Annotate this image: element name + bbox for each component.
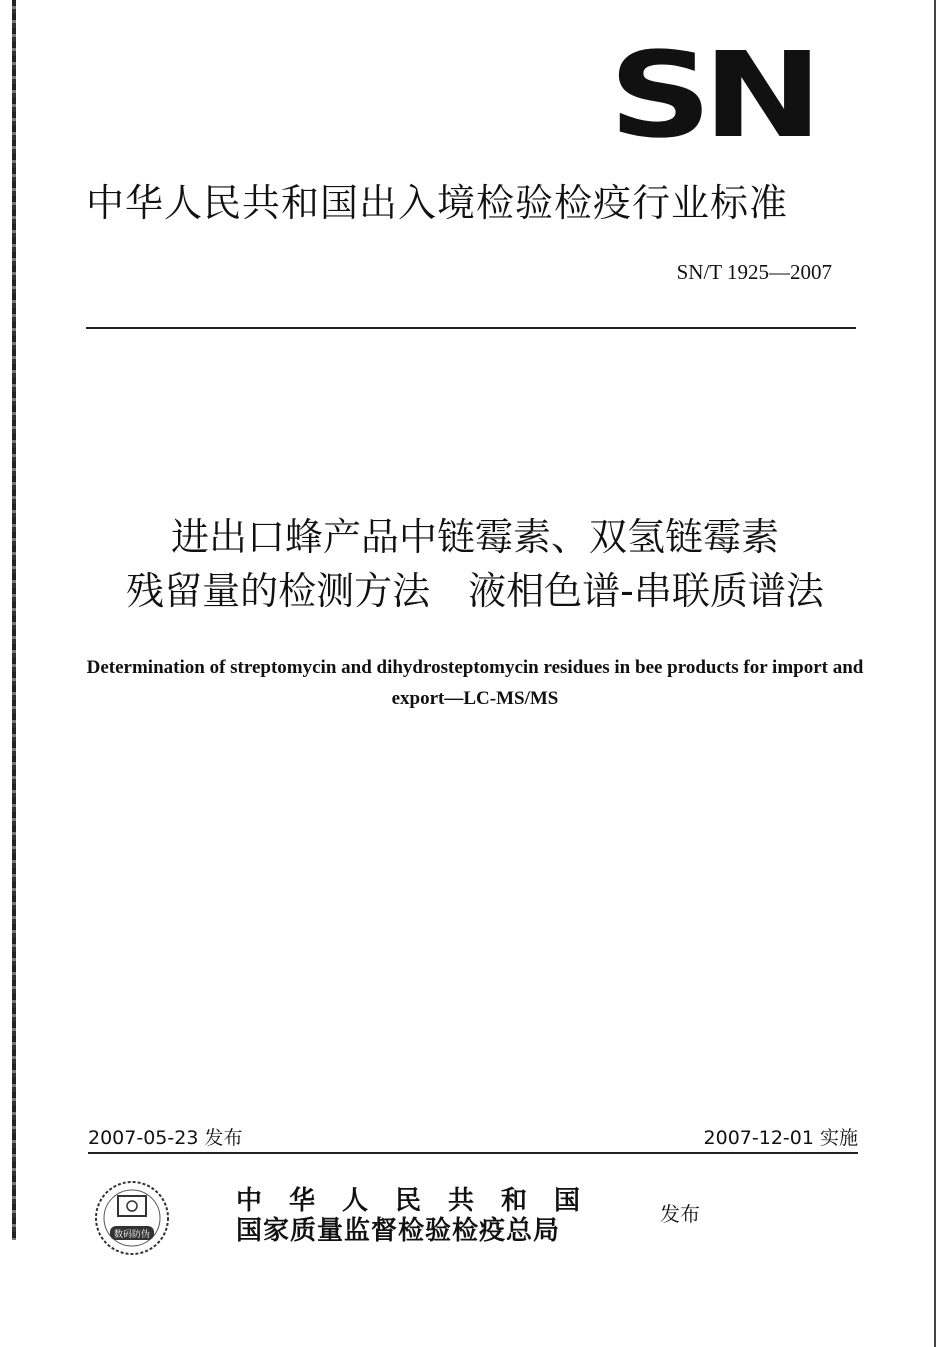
title-chinese-line-1: 进出口蜂产品中链霉素、双氢链霉素 [170, 515, 779, 559]
seal-text: 数码防伪 [113, 1230, 151, 1240]
standard-code: SN/T 1925—2007 [676, 260, 832, 284]
title-english: Determination of streptomycin and dihydrosteptomycin residues in bee products for import and export—LC-MS/MS [86, 657, 864, 709]
dates-row [88, 1124, 858, 1152]
standard-organization: 中华人民共和国出入境检验检疫行业标准 [86, 181, 789, 225]
anti-counterfeit-seal-icon [92, 1178, 172, 1258]
bottom-divider [88, 1152, 858, 1154]
issue-verb: 发布 [660, 1202, 700, 1226]
implementation-date: 2007-12-01 实施 [703, 1127, 858, 1149]
issuer-line-1: 中华人民共和国 [236, 1186, 608, 1216]
scan-edge-right [934, 0, 936, 1347]
issue-date: 2007-05-23 发布 [88, 1127, 243, 1149]
top-divider [86, 327, 856, 329]
issuing-authority [236, 1186, 656, 1246]
issuer-line-2: 国家质量监督检验检疫总局 [236, 1216, 561, 1246]
title-chinese [70, 510, 880, 618]
scan-edge-left [12, 0, 16, 1240]
sn-logo [608, 26, 814, 164]
title-chinese-line-2: 残留量的检测方法 液相色谱-串联质谱法 [126, 569, 824, 613]
sn-logo-text: SN [608, 26, 814, 164]
